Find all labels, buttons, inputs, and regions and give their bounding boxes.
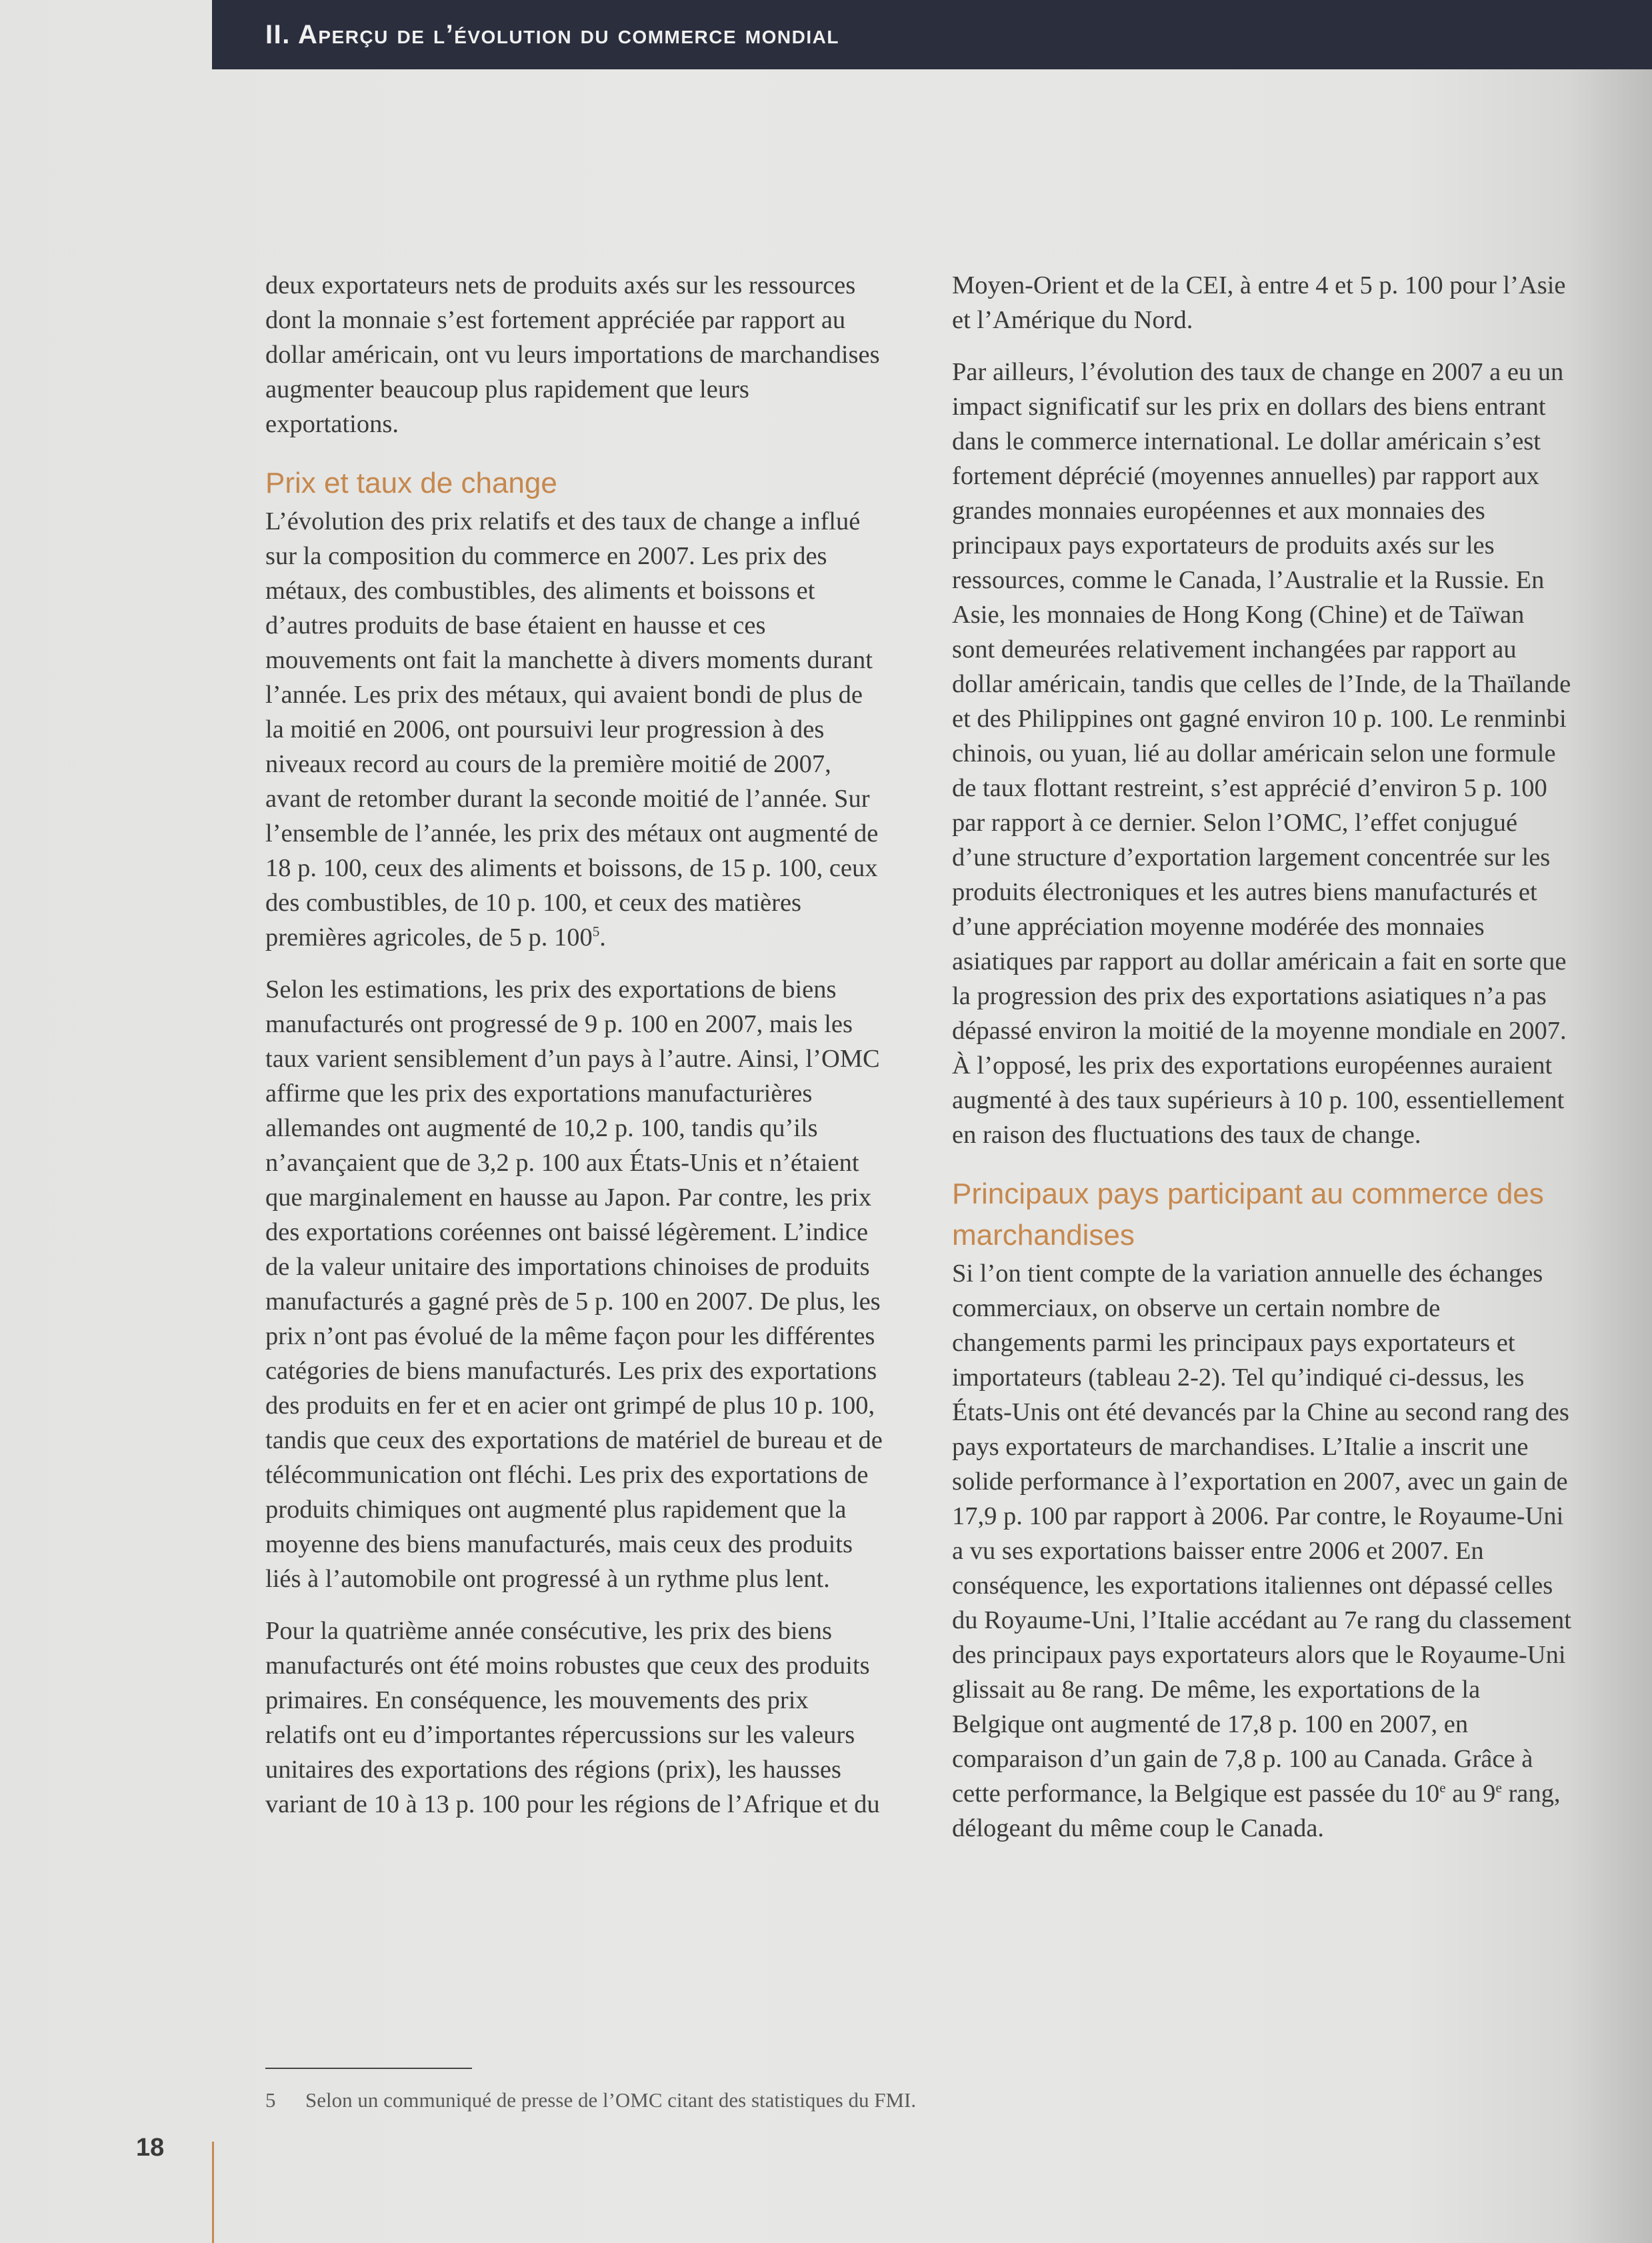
paragraph: Selon les estimations, les prix des exportations de biens manufacturés ont progressé de 9 p. 100 en 2007, mais les taux varient sensiblement d’un pays à l’autre. Ainsi, l’OMC affirme que les prix des exportations manufacturières allemandes ont augmenté de 10,2 p. 100, tandis qu’ils n’avançaient que de 3,2 p. 100 aux États-Unis et n’étaient que marginalement en hausse au Japon. Par contre, les prix des exportations coréennes ont baissé légèrement. L’indice de la valeur unitaire des importations chinoises de produits manufacturés a gagné près de 5 p. 100 en 2007. De plus, les prix n’ont pas évolué de la même façon pour les différentes catégories de biens manufacturés. Les prix des exportations des produits en fer et en acier ont grimpé de plus 10 p. 100, tandis que ceux des exportations de matériel de bureau et de télécommunication ont fléchi. Les prix des exportations de produits chimiques ont augmenté plus rapidement que la moyenne des biens manufacturés, mais ceux des produits liés à l’automobile ont progressé à un rythme plus lent.: [265, 975, 883, 1593]
page-number-rule: [212, 2142, 214, 2243]
chapter-title: II. Aperçu de l’évolution du commerce mondial: [265, 19, 839, 49]
footnote-ref: 5: [592, 923, 600, 940]
section-heading-principaux-pays: Principaux pays participant au commerce des marchandises: [952, 1178, 1544, 1252]
footnote-number: 5: [265, 2088, 276, 2112]
page-number: 18: [136, 2134, 165, 2162]
paragraph: Par ailleurs, l’évolution des taux de change en 2007 a eu un impact significatif sur les prix en dollars des biens entrant dans le commerce international. Le dollar américain s’est fortement déprécié (moyennes annuelles) par rapport aux grandes monnaies européennes et aux monnaies des principaux pays exportateurs de produits axés sur les ressources, comme le Canada, l’Australie et la Russie. En Asie, les monnaies de Hong Kong (Chine) et de Taïwan sont demeurées relativement inchangées par rapport au dollar américain, tandis que celles de l’Inde, de la Thaïlande et des Philippines ont gagné environ 10 p. 100. Le renminbi chinois, ou yuan, lié au dollar américain selon une formule de taux flottant restreint, s’est apprécié d’environ 5 p. 100 par rapport à ce dernier. Selon l’OMC, l’effet conjugué d’une structure d’exportation largement concentrée sur les produits électroniques et les autres biens manufacturés et d’une appréciation moyenne modérée des monnaies asiatiques par rapport au dollar américain a fait en sorte que la progression des prix des exportations asiatiques n’a pas dépassé environ la moitié de la moyenne mondiale en 2007. À l’opposé, les prix des exportations européennes auraient augmenté à des taux supérieurs à 10 p. 100, essentiellement en raison des fluctuations des taux de change.: [952, 358, 1571, 1149]
paragraph-with-footnote: L’évolution des prix relatifs et des taux de change a influé sur la composition du commerce en 2007. Les prix des métaux, des combustibles, des aliments et boissons et d’autres produits de base étaient en hausse et ces mouvements ont fait la manchette à divers moments durant l’année. Les prix des métaux, qui avaient bondi de plus de la moitié en 2006, ont poursuivi leur progression à des niveaux record au cours de la première moitié de 2007, avant de retomber durant la seconde moitié de l’année. Sur l’ensemble de l’année, les prix des métaux ont augmenté de 18 p. 100, ceux des aliments et boissons, de 15 p. 100, ceux des combustibles, de 10 p. 100, et ceux des matières premières agricoles, de 5 p. $100^5$.: [265, 507, 879, 951]
paragraph: Pour la quatrième année consécutive, les prix des biens manufacturés ont été moins robustes que ceux des produits primaires. En conséquence, les mouvements des prix relatifs ont eu d’importantes répercussions sur les valeurs unitaires des exportations des régions (prix), les hausses variant de 10 à 13 p. 100 pour les régions de l’Afrique et du: [265, 1617, 880, 1818]
left-column: [265, 268, 885, 1822]
paragraph: Si l’on tient compte de la variation annuelle des échanges commerciaux, on observe un certain nombre de changements parmi les principaux pays exportateurs et importateurs (tableau 2-2). Tel qu’indiqué ci-dessus, les États-Unis ont été devancés par la Chine au second rang des pays exportateurs de marchandises. L’Italie a inscrit une solide performance à l’exportation en 2007, avec un gain de 17,9 p. 100 par rapport à 2006. Par contre, le Royaume-Uni a vu ses exportations baisser entre 2006 et 2007. En conséquence, les exportations italiennes ont dépassé celles du Royaume-Uni, l’Italie accédant au 7e rang du classement des principaux pays exportateurs alors que le Royaume-Uni glissait au 8e rang. De même, les exportations de la Belgique ont augmenté de 17,8 p. 100 en 2007, en comparaison d’un gain de 7,8 p. 100 au Canada. Grâce à cette performance, la Belgique est passée du 10e au 9e rang, délogeant du même coup le Canada.: [952, 1260, 1571, 1842]
footnote-divider: [265, 2068, 472, 2069]
section-heading-prix: Prix et taux de change: [265, 467, 557, 499]
paragraph: deux exportateurs nets de produits axés sur les ressources dont la monnaie s’est fortement appréciée par rapport au dollar américain, ont vu leurs importations de marchandises augmenter beaucoup plus rapidement que leurs exportations.: [265, 271, 880, 438]
footnote-text: Selon un communiqué de presse de l’OMC citant des statistiques du FMI.: [305, 2088, 917, 2112]
footnote: [265, 2087, 1532, 2114]
paragraph: Moyen-Orient et de la CEI, à entre 4 et 5 p. 100 pour l’Asie et l’Amérique du Nord.: [952, 271, 1566, 334]
right-column: [952, 268, 1572, 1846]
